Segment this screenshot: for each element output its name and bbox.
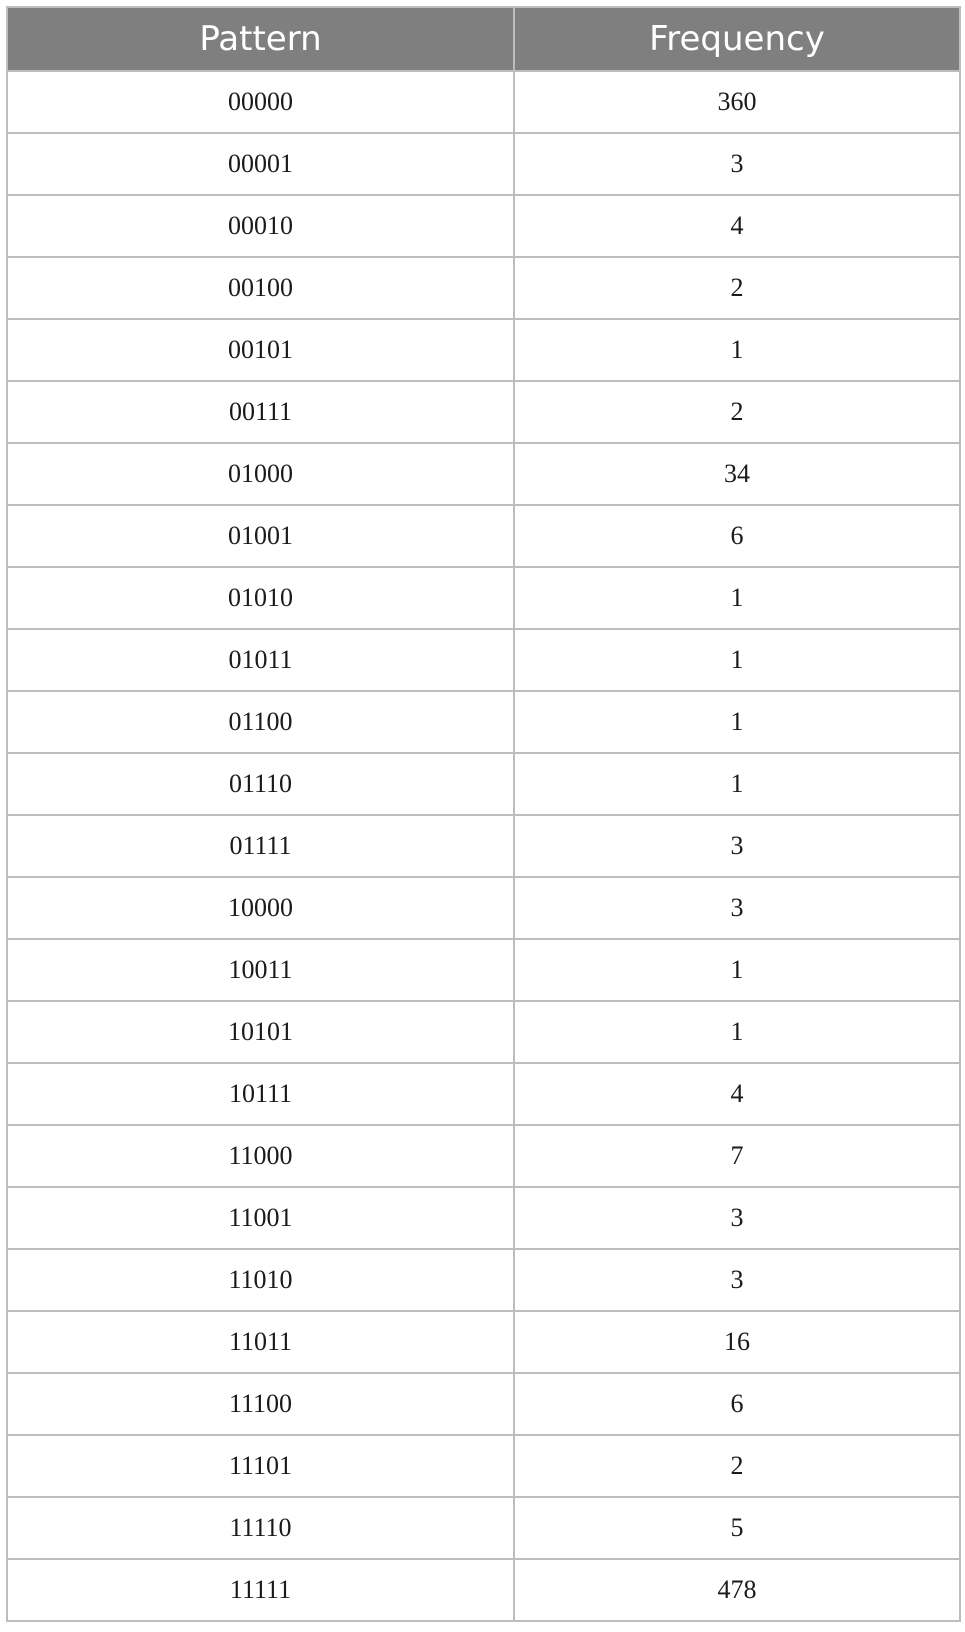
frequency-cell: 2 [514,257,960,319]
table-row [7,505,960,567]
table-row [7,1373,960,1435]
frequency-cell: 478 [514,1559,960,1621]
frequency-cell: 1 [514,939,960,1001]
table-row [7,443,960,505]
pattern-cell: 10101 [7,1001,514,1063]
pattern-cell: 01100 [7,691,514,753]
frequency-cell: 3 [514,133,960,195]
frequency-cell: 1 [514,629,960,691]
pattern-frequency-table [6,6,961,1622]
pattern-cell: 00101 [7,319,514,381]
table-row [7,257,960,319]
table-row [7,133,960,195]
pattern-cell: 00010 [7,195,514,257]
pattern-cell: 11111 [7,1559,514,1621]
pattern-cell: 00000 [7,71,514,133]
table-row [7,939,960,1001]
pattern-cell: 10011 [7,939,514,1001]
frequency-cell: 6 [514,1373,960,1435]
frequency-cell: 3 [514,1187,960,1249]
frequency-cell: 3 [514,877,960,939]
table-row [7,753,960,815]
table-row [7,567,960,629]
table-body [7,71,960,1621]
frequency-cell: 1 [514,567,960,629]
pattern-cell: 11011 [7,1311,514,1373]
table-row [7,877,960,939]
frequency-cell: 6 [514,505,960,567]
pattern-cell: 01010 [7,567,514,629]
frequency-cell: 1 [514,1001,960,1063]
frequency-cell: 16 [514,1311,960,1373]
table-header-row [7,7,960,71]
pattern-cell: 01000 [7,443,514,505]
frequency-cell: 2 [514,381,960,443]
frequency-cell: 7 [514,1125,960,1187]
frequency-cell: 5 [514,1497,960,1559]
table-row [7,1311,960,1373]
pattern-cell: 11100 [7,1373,514,1435]
pattern-cell: 00100 [7,257,514,319]
table-row [7,1249,960,1311]
table-row [7,691,960,753]
table-row [7,815,960,877]
frequency-cell: 360 [514,71,960,133]
pattern-cell: 01001 [7,505,514,567]
pattern-cell: 00111 [7,381,514,443]
frequency-cell: 4 [514,1063,960,1125]
pattern-cell: 11110 [7,1497,514,1559]
frequency-table-container [6,6,959,1622]
pattern-cell: 10111 [7,1063,514,1125]
pattern-cell: 11000 [7,1125,514,1187]
pattern-cell: 11101 [7,1435,514,1497]
frequency-cell: 1 [514,319,960,381]
frequency-cell: 34 [514,443,960,505]
pattern-cell: 01011 [7,629,514,691]
frequency-cell: 4 [514,195,960,257]
pattern-cell: 10000 [7,877,514,939]
frequency-cell: 3 [514,815,960,877]
table-row [7,71,960,133]
table-row [7,381,960,443]
column-header-frequency: Frequency [514,7,960,71]
pattern-cell: 00001 [7,133,514,195]
pattern-cell: 11010 [7,1249,514,1311]
pattern-cell: 01111 [7,815,514,877]
column-header-pattern: Pattern [7,7,514,71]
table-row [7,629,960,691]
frequency-cell: 1 [514,753,960,815]
table-row [7,1001,960,1063]
table-row [7,1187,960,1249]
table-row [7,195,960,257]
pattern-cell: 11001 [7,1187,514,1249]
table-row [7,319,960,381]
frequency-cell: 3 [514,1249,960,1311]
table-row [7,1063,960,1125]
table-row [7,1125,960,1187]
table-row [7,1435,960,1497]
frequency-cell: 2 [514,1435,960,1497]
table-row [7,1559,960,1621]
pattern-cell: 01110 [7,753,514,815]
table-row [7,1497,960,1559]
frequency-cell: 1 [514,691,960,753]
